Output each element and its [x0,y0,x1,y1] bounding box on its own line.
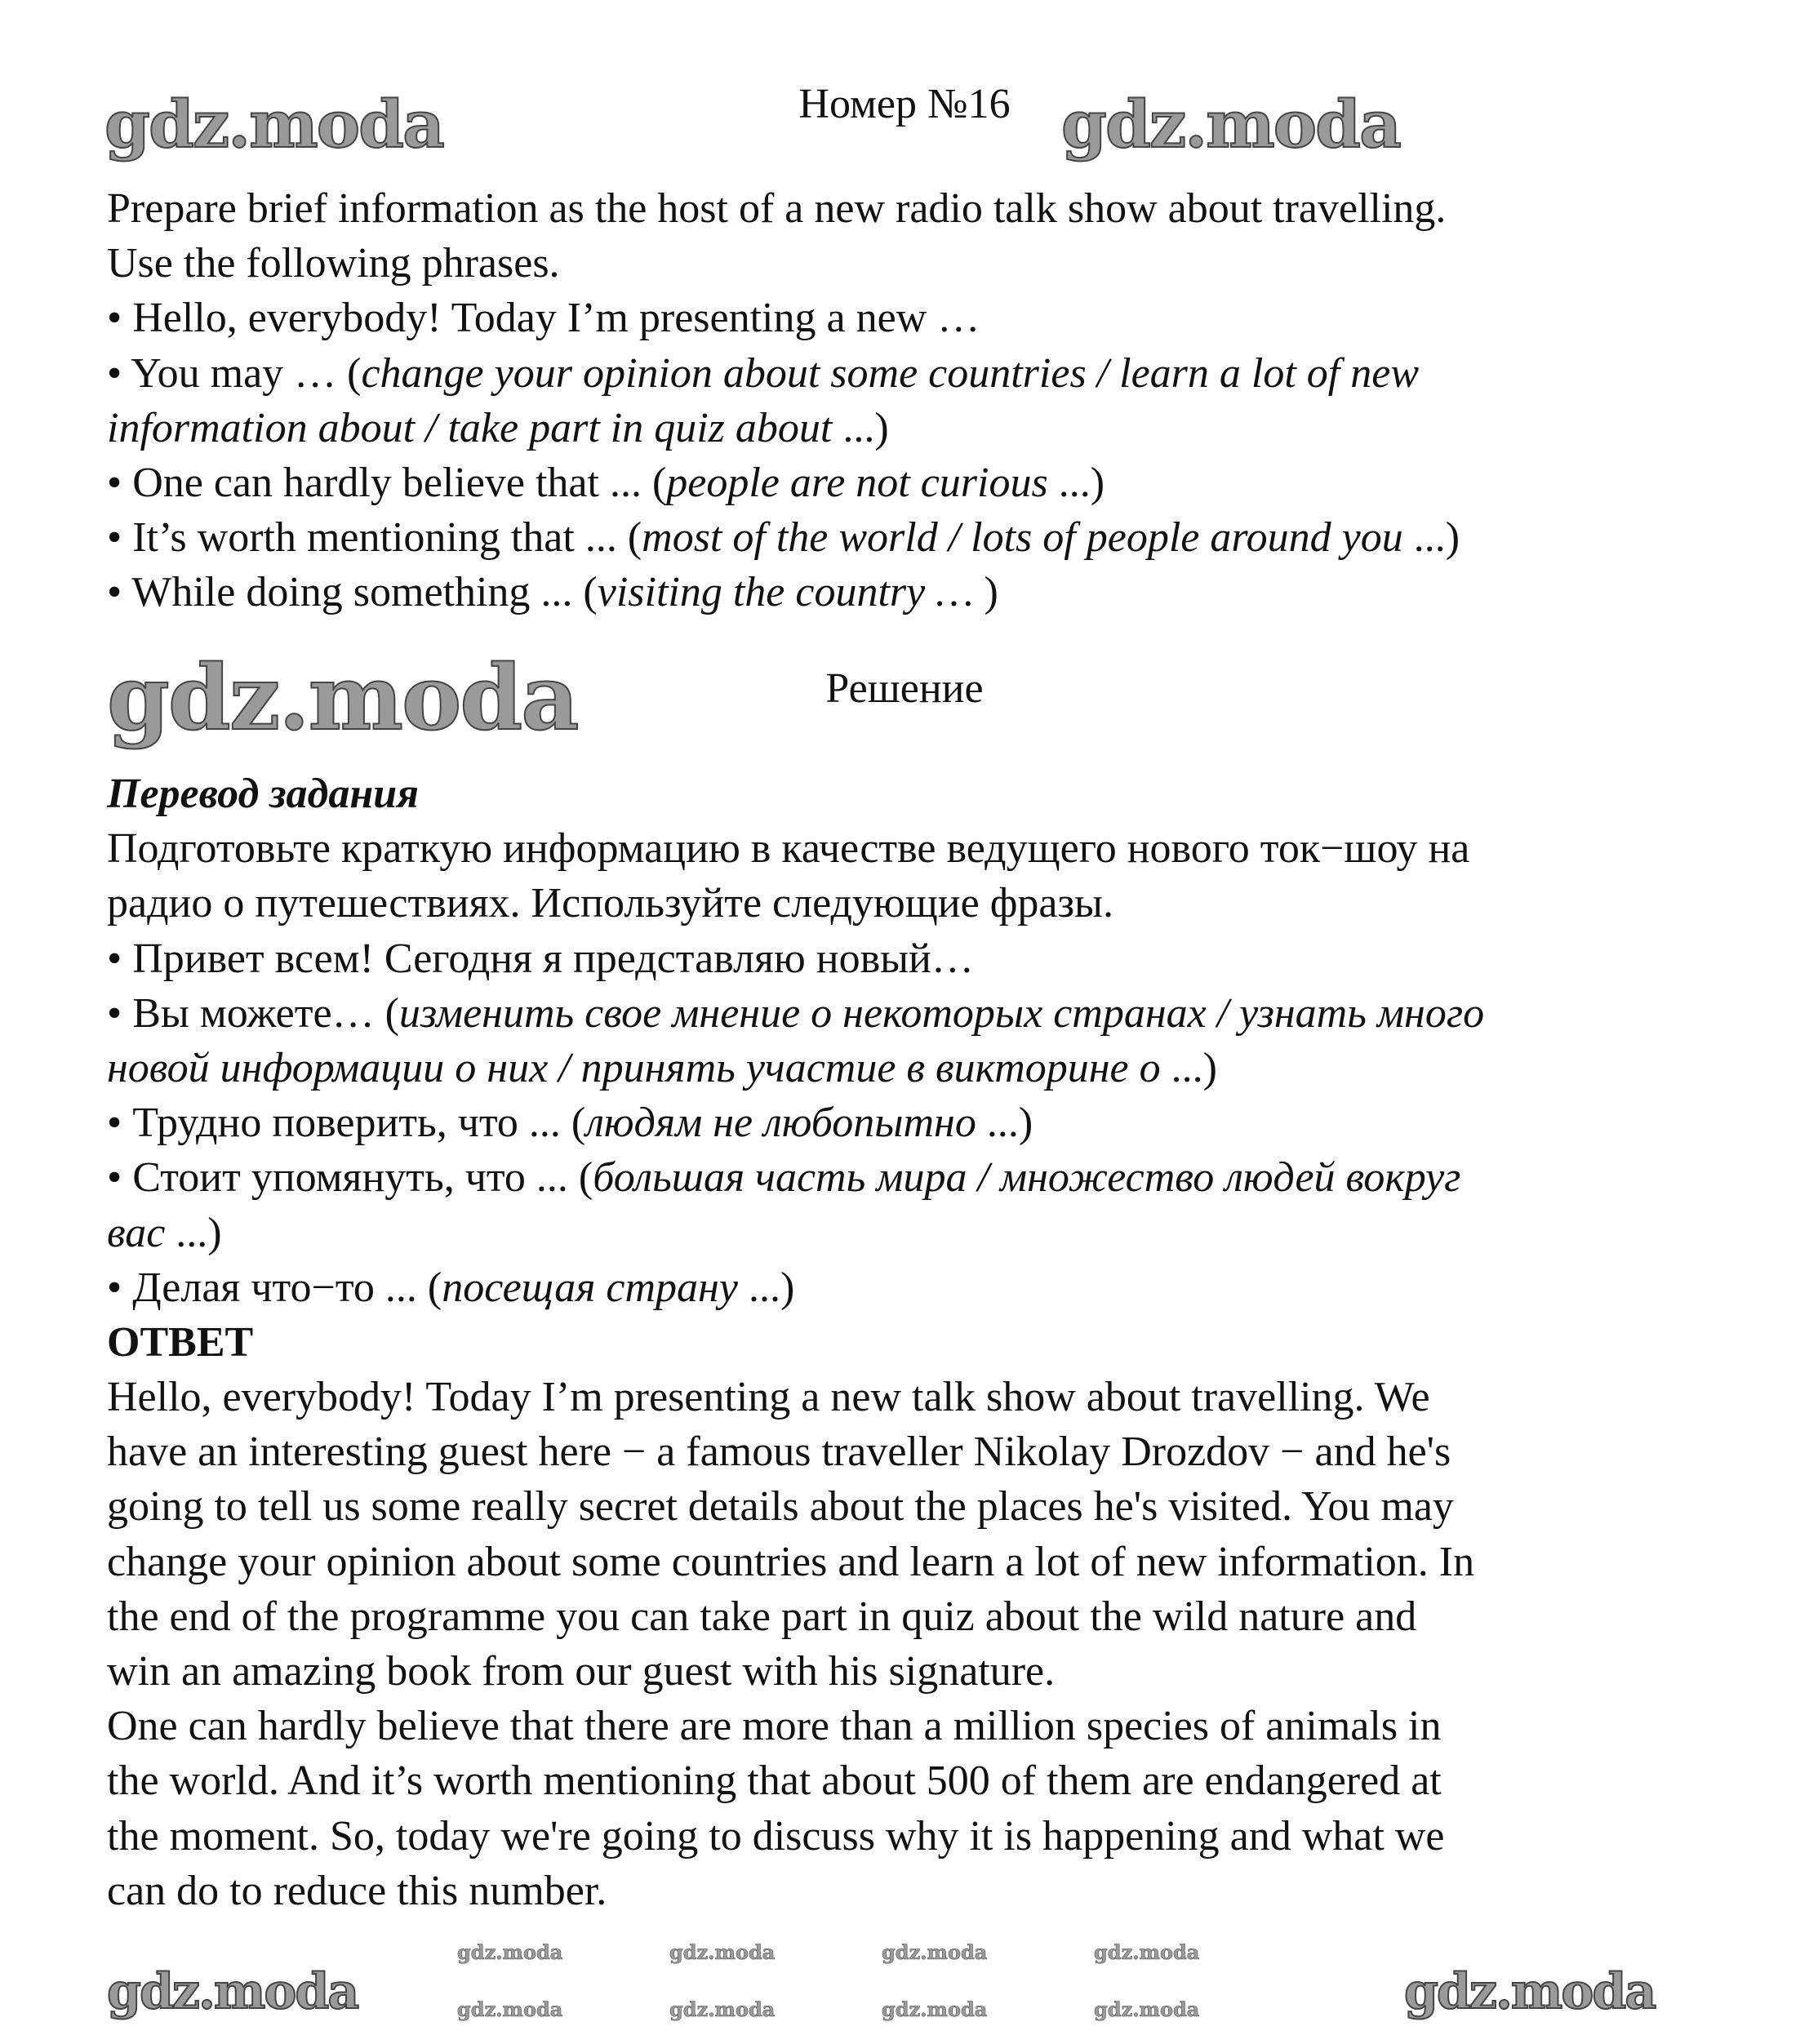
text-segment: ) [973,569,998,616]
text-segment: • Вы можете… ( [107,989,399,1037]
watermark-logo: gdz.moda [882,1997,988,2021]
text-line [107,1206,1740,1260]
text-segment: Подготовьте краткую информацию в качестве ведущего нового ток−шоу на [107,825,1470,873]
emphasized-text: people are not curious [666,459,1048,506]
emphasized-text: visiting the country … [597,569,974,616]
text-line [107,346,1740,401]
text-line [107,766,1740,821]
emphasized-text: change your opinion about some countries / learn a lot of new [361,349,1419,397]
watermark-logo: gdz.moda [1094,1997,1200,2021]
watermark-logo: gdz.moda [107,1963,358,2020]
text-segment: • Стоит упомянуть, что ... ( [107,1154,593,1202]
text-segment: the world. And it’s worth mentioning that about 500 of them are endangered at [107,1757,1442,1805]
text-line [107,931,1740,986]
text-segment: ...) [1047,459,1105,506]
text-segment: радио о путешествиях. Используйте следующие фразы. [107,880,1113,927]
text-segment: Use the following phrases. [107,240,560,287]
text-segment: ...) [1402,514,1460,562]
text-segment: ...) [832,404,889,451]
text-line [107,236,1740,291]
text-segment: • Привет всем! Сегодня я представляю новый… [107,935,974,982]
emphasized-text: изменить свое мнение о некоторых странах / узнать много [398,989,1485,1037]
text-line [107,1315,1740,1370]
page-title: Номер №16 [798,81,1011,127]
text-line [107,1370,1740,1424]
watermark-logo: gdz.moda [1094,1940,1200,1964]
watermark-logo: gdz.moda [457,1940,563,1964]
emphasized-text: ОТВЕТ [107,1318,254,1366]
emphasized-text: most of the world / lots of people around you [642,514,1403,562]
text-segment: • You may … ( [107,349,362,397]
solution-text [107,766,1740,1918]
text-segment: the end of the programme you can take part in quiz about the wild nature and [107,1593,1417,1640]
text-line [107,876,1740,931]
text-line [107,291,1740,345]
watermark-logo: gdz.moda [457,1997,563,2021]
emphasized-text: большая часть мира / множество людей вокруг [593,1154,1461,1202]
emphasized-text: посещая страну [442,1264,738,1311]
watermark-logo: gdz.moda [1404,1963,1656,2020]
text-line [107,821,1740,876]
text-segment: • Делая что−то ... ( [107,1264,442,1311]
text-line [107,1589,1740,1644]
task-text [107,181,1740,620]
emphasized-text: новой информации о них / принять участие в викторине о [107,1044,1161,1091]
text-line [107,1753,1740,1808]
text-segment: change your opinion about some countries and learn a lot of new information. In [107,1538,1475,1585]
text-segment: • While doing something ... ( [107,569,598,616]
emphasized-text: людям не любопытно [585,1100,976,1147]
text-segment: going to tell us some really secret details about the places he's visited. You may [107,1483,1454,1531]
text-segment: • One can hardly believe that ... ( [107,459,667,506]
text-line [107,181,1740,236]
text-line [107,455,1740,510]
text-segment: One can hardly believe that there are more than a million species of animals in [107,1703,1442,1750]
text-line [107,1095,1740,1150]
text-segment: win an amazing book from our guest with his signature. [107,1648,1056,1695]
text-line [107,1644,1740,1699]
text-segment: have an interesting guest here − a famous traveller Nikolay Drozdov − and he's [107,1429,1451,1476]
text-line [107,565,1740,620]
text-line [107,401,1740,455]
emphasized-text: вас [107,1209,166,1256]
text-segment: can do to reduce this number. [107,1867,607,1914]
text-segment: • It’s worth mentioning that ... ( [107,514,642,562]
watermark-logo: gdz.moda [669,1997,776,2021]
watermark-logo: gdz.moda [882,1940,988,1964]
text-line [107,1260,1740,1315]
emphasized-text: Перевод задания [107,771,419,817]
text-segment: ...) [165,1209,222,1256]
emphasized-text: information about / take part in quiz about [107,404,833,451]
text-line [107,1479,1740,1534]
watermark-logo: gdz.moda [669,1940,776,1964]
text-line [107,1535,1740,1589]
text-segment: ...) [737,1264,795,1311]
text-line [107,986,1740,1041]
text-line [107,510,1740,565]
text-line [107,1041,1740,1095]
text-segment: the moment. So, today we're going to discuss why it is happening and what we [107,1812,1445,1860]
text-segment: Hello, everybody! Today I’m presenting a new talk show about travelling. We [107,1374,1430,1421]
text-line [107,1809,1740,1864]
solution-heading: Решение [825,665,984,712]
text-line [107,1424,1740,1479]
watermark-logo: gdz.moda [1061,86,1400,162]
text-segment: Prepare brief information as the host of a new radio talk show about travelling. [107,185,1447,232]
text-segment: ...) [1160,1044,1217,1091]
text-segment: ...) [976,1100,1033,1147]
text-segment: • Hello, everybody! Today I’m presenting a new … [107,295,980,342]
text-line [107,1150,1740,1205]
watermark-logo: gdz.moda [107,645,578,750]
text-line [107,1699,1740,1753]
text-line [107,1864,1740,1918]
watermark-logo: gdz.moda [104,86,443,162]
text-segment: • Трудно поверить, что ... ( [107,1100,586,1147]
